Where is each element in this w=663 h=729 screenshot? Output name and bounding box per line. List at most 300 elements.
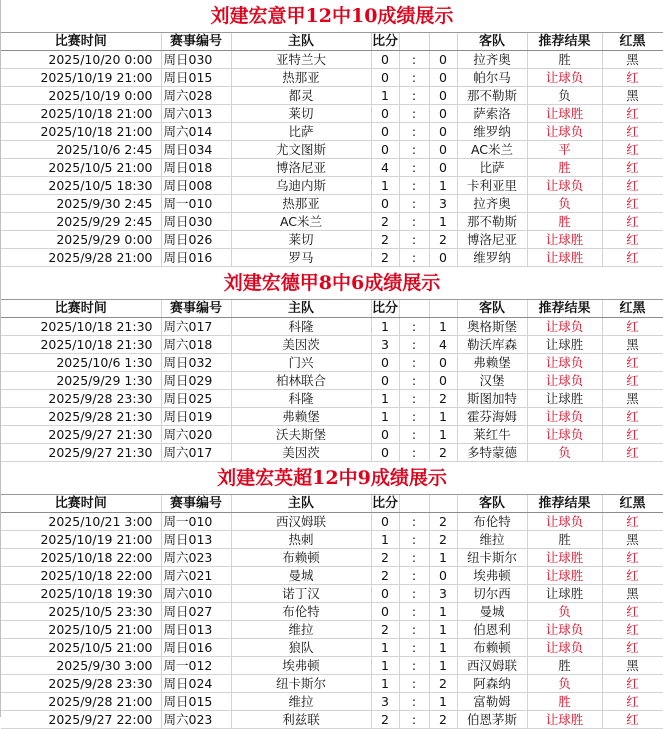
away-score-cell: 1 [429, 693, 457, 711]
match-code-cell: 周日030 [161, 51, 231, 69]
results-table-premier-league [1, 495, 663, 729]
home-score-cell: 1 [371, 639, 399, 657]
recommendation-cell: 让球负 [527, 123, 602, 141]
match-code-cell: 周六028 [161, 87, 231, 105]
score-separator: : [399, 141, 429, 159]
home-score-cell: 1 [371, 408, 399, 426]
away-team-cell: 布伦特 [457, 513, 527, 531]
recommendation-cell: 负 [527, 444, 602, 462]
away-score-cell: 3 [429, 585, 457, 603]
score-separator: : [399, 87, 429, 105]
away-team-cell: 卡利亚里 [457, 177, 527, 195]
away-team-cell: 奥格斯堡 [457, 318, 527, 336]
result-cell: 红 [602, 231, 663, 249]
recommendation-cell: 胜 [527, 531, 602, 549]
home-team-cell: 美因茨 [231, 444, 371, 462]
table-row [1, 105, 663, 123]
away-team-cell: 博洛尼亚 [457, 231, 527, 249]
home-score-cell: 2 [371, 213, 399, 231]
score-separator: : [399, 336, 429, 354]
match-time-cell: 2025/10/6 1:30 [1, 354, 161, 372]
score-separator: : [399, 603, 429, 621]
table-row [1, 675, 663, 693]
table-row [1, 249, 663, 267]
match-time-cell: 2025/10/19 0:00 [1, 87, 161, 105]
result-cell: 黑 [602, 51, 663, 69]
away-team-cell: AC米兰 [457, 141, 527, 159]
away-score-cell: 4 [429, 336, 457, 354]
table-row [1, 123, 663, 141]
away-score-cell: 2 [429, 513, 457, 531]
home-score-cell: 0 [371, 69, 399, 87]
header-score-away [429, 300, 457, 318]
match-time-cell: 2025/10/18 21:30 [1, 336, 161, 354]
away-score-cell: 2 [429, 390, 457, 408]
recommendation-cell: 让球负 [527, 426, 602, 444]
result-cell: 黑 [602, 657, 663, 675]
score-separator: : [399, 390, 429, 408]
home-score-cell: 0 [371, 51, 399, 69]
match-time-cell: 2025/10/5 21:00 [1, 639, 161, 657]
result-cell: 红 [602, 711, 663, 729]
away-team-cell: 阿森纳 [457, 675, 527, 693]
match-code-cell: 周日030 [161, 213, 231, 231]
home-score-cell: 0 [371, 585, 399, 603]
score-separator: : [399, 372, 429, 390]
table-row [1, 444, 663, 462]
score-separator: : [399, 426, 429, 444]
home-score-cell: 0 [371, 354, 399, 372]
home-team-cell: 沃夫斯堡 [231, 426, 371, 444]
away-score-cell: 1 [429, 408, 457, 426]
header-row [1, 300, 663, 318]
header-match-code: 赛事编号 [161, 300, 231, 318]
match-code-cell: 周六023 [161, 549, 231, 567]
result-cell: 红 [602, 372, 663, 390]
section-title-bundesliga: 刘建宏德甲8中6成绩展示 [1, 267, 663, 300]
table-row [1, 621, 663, 639]
score-separator: : [399, 51, 429, 69]
recommendation-cell: 胜 [527, 159, 602, 177]
home-score-cell: 1 [371, 675, 399, 693]
header-result: 红黑 [602, 33, 663, 51]
table-row [1, 549, 663, 567]
away-score-cell: 0 [429, 51, 457, 69]
home-team-cell: 布赖顿 [231, 549, 371, 567]
table-row [1, 69, 663, 87]
home-score-cell: 0 [371, 444, 399, 462]
result-cell: 红 [602, 177, 663, 195]
score-separator: : [399, 621, 429, 639]
match-code-cell: 周日026 [161, 231, 231, 249]
match-code-cell: 周日013 [161, 531, 231, 549]
away-team-cell: 斯图加特 [457, 390, 527, 408]
results-table-bundesliga [1, 300, 663, 462]
home-team-cell: 狼队 [231, 639, 371, 657]
away-team-cell: 萨索洛 [457, 105, 527, 123]
result-cell: 黑 [602, 531, 663, 549]
away-score-cell: 1 [429, 213, 457, 231]
result-cell: 红 [602, 354, 663, 372]
header-score: 比分 [371, 34, 398, 49]
away-score-cell: 1 [429, 426, 457, 444]
recommendation-cell: 让球负 [527, 69, 602, 87]
header-score-away [429, 33, 457, 51]
result-cell: 黑 [602, 87, 663, 105]
away-score-cell: 0 [429, 69, 457, 87]
recommendation-cell: 胜 [527, 51, 602, 69]
home-team-cell: 诺丁汉 [231, 585, 371, 603]
away-score-cell: 2 [429, 531, 457, 549]
score-separator: : [399, 711, 429, 729]
home-score-cell: 3 [371, 336, 399, 354]
match-code-cell: 周日008 [161, 177, 231, 195]
home-team-cell: 莱切 [231, 105, 371, 123]
home-team-cell: 乌迪内斯 [231, 177, 371, 195]
score-separator: : [399, 513, 429, 531]
home-score-cell: 2 [371, 711, 399, 729]
table-row [1, 513, 663, 531]
home-score-cell: 1 [371, 177, 399, 195]
match-time-cell: 2025/9/27 22:00 [1, 711, 161, 729]
home-score-cell: 2 [371, 249, 399, 267]
recommendation-cell: 让球负 [527, 639, 602, 657]
results-table-serie-a [1, 33, 663, 267]
result-cell: 红 [602, 639, 663, 657]
home-score-cell: 2 [371, 231, 399, 249]
away-score-cell: 0 [429, 372, 457, 390]
match-code-cell: 周日034 [161, 141, 231, 159]
score-separator: : [399, 195, 429, 213]
header-score-sep [399, 300, 429, 318]
table-row [1, 213, 663, 231]
score-separator: : [399, 105, 429, 123]
away-team-cell: 弗赖堡 [457, 354, 527, 372]
score-separator: : [399, 549, 429, 567]
away-score-cell: 0 [429, 249, 457, 267]
match-time-cell: 2025/10/20 0:00 [1, 51, 161, 69]
home-team-cell: 尤文图斯 [231, 141, 371, 159]
header-match-code: 赛事编号 [161, 495, 231, 513]
result-cell: 黑 [602, 585, 663, 603]
header-row [1, 495, 663, 513]
result-cell: 红 [602, 621, 663, 639]
match-time-cell: 2025/10/18 21:00 [1, 105, 161, 123]
away-score-cell: 1 [429, 177, 457, 195]
score-separator: : [399, 585, 429, 603]
away-team-cell: 伯恩茅斯 [457, 711, 527, 729]
match-code-cell: 周日027 [161, 603, 231, 621]
match-time-cell: 2025/10/5 21:00 [1, 621, 161, 639]
recommendation-cell: 负 [527, 675, 602, 693]
away-score-cell: 0 [429, 87, 457, 105]
match-code-cell: 周六020 [161, 426, 231, 444]
match-time-cell: 2025/10/18 21:30 [1, 318, 161, 336]
recommendation-cell: 胜 [527, 657, 602, 675]
away-score-cell: 2 [429, 444, 457, 462]
match-time-cell: 2025/9/30 3:00 [1, 657, 161, 675]
home-score-cell: 2 [371, 567, 399, 585]
match-time-cell: 2025/9/27 21:30 [1, 426, 161, 444]
recommendation-cell: 负 [527, 603, 602, 621]
away-team-cell: 西汉姆联 [457, 657, 527, 675]
home-team-cell: 维拉 [231, 621, 371, 639]
match-code-cell: 周日016 [161, 249, 231, 267]
match-time-cell: 2025/9/28 21:00 [1, 693, 161, 711]
away-team-cell: 莱红牛 [457, 426, 527, 444]
recommendation-cell: 让球胜 [527, 390, 602, 408]
match-code-cell: 周日013 [161, 621, 231, 639]
home-team-cell: 罗马 [231, 249, 371, 267]
recommendation-cell: 让球负 [527, 621, 602, 639]
recommendation-cell: 让球负 [527, 354, 602, 372]
away-team-cell: 伯恩利 [457, 621, 527, 639]
score-separator: : [399, 408, 429, 426]
score-separator: : [399, 444, 429, 462]
away-score-cell: 0 [429, 354, 457, 372]
away-score-cell: 0 [429, 123, 457, 141]
away-score-cell: 1 [429, 549, 457, 567]
match-time-cell: 2025/10/18 19:30 [1, 585, 161, 603]
header-away-team: 客队 [457, 33, 527, 51]
away-team-cell: 霍芬海姆 [457, 408, 527, 426]
match-time-cell: 2025/9/28 23:30 [1, 390, 161, 408]
table-row [1, 51, 663, 69]
header-score: 比分 [371, 496, 398, 511]
result-cell: 红 [602, 603, 663, 621]
home-score-cell: 0 [371, 513, 399, 531]
match-time-cell: 2025/10/19 21:00 [1, 69, 161, 87]
match-time-cell: 2025/9/27 21:30 [1, 444, 161, 462]
header-score-away [429, 495, 457, 513]
match-code-cell: 周日032 [161, 354, 231, 372]
recommendation-cell: 让球胜 [527, 336, 602, 354]
home-team-cell: 热那亚 [231, 69, 371, 87]
header-recommendation: 推荐结果 [527, 300, 602, 318]
table-row [1, 426, 663, 444]
result-cell: 红 [602, 123, 663, 141]
away-team-cell: 拉齐奥 [457, 51, 527, 69]
result-cell: 红 [602, 549, 663, 567]
home-team-cell: 比萨 [231, 123, 371, 141]
result-cell: 红 [602, 105, 663, 123]
home-score-cell: 4 [371, 159, 399, 177]
result-cell: 红 [602, 675, 663, 693]
away-score-cell: 3 [429, 195, 457, 213]
match-code-cell: 周六021 [161, 567, 231, 585]
away-team-cell: 维拉 [457, 531, 527, 549]
match-code-cell: 周一010 [161, 195, 231, 213]
section-title-premier-league: 刘建宏英超12中9成绩展示 [1, 462, 663, 495]
score-separator: : [399, 318, 429, 336]
match-time-cell: 2025/9/29 0:00 [1, 231, 161, 249]
score-separator: : [399, 69, 429, 87]
table-row [1, 372, 663, 390]
match-time-cell: 2025/9/29 1:30 [1, 372, 161, 390]
recommendation-cell: 让球负 [527, 177, 602, 195]
away-team-cell: 切尔西 [457, 585, 527, 603]
away-score-cell: 0 [429, 105, 457, 123]
result-cell: 红 [602, 513, 663, 531]
score-separator: : [399, 123, 429, 141]
away-score-cell: 1 [429, 639, 457, 657]
home-score-cell: 1 [371, 657, 399, 675]
recommendation-cell: 胜 [527, 693, 602, 711]
home-team-cell: 西汉姆联 [231, 513, 371, 531]
away-team-cell: 比萨 [457, 159, 527, 177]
home-team-cell: 埃弗顿 [231, 657, 371, 675]
away-team-cell: 布赖顿 [457, 639, 527, 657]
section-title-serie-a: 刘建宏意甲12中10成绩展示 [1, 0, 663, 33]
table-row [1, 711, 663, 729]
match-code-cell: 周六010 [161, 585, 231, 603]
recommendation-cell: 让球胜 [527, 567, 602, 585]
away-score-cell: 1 [429, 603, 457, 621]
away-team-cell: 维罗纳 [457, 249, 527, 267]
score-separator: : [399, 177, 429, 195]
table-row [1, 603, 663, 621]
table-row [1, 87, 663, 105]
away-team-cell: 勒沃库森 [457, 336, 527, 354]
match-code-cell: 周日024 [161, 675, 231, 693]
table-row [1, 354, 663, 372]
home-score-cell: 0 [371, 123, 399, 141]
match-time-cell: 2025/9/28 21:00 [1, 249, 161, 267]
header-match-time: 比赛时间 [1, 495, 161, 513]
home-team-cell: 门兴 [231, 354, 371, 372]
table-row [1, 567, 663, 585]
header-home-team: 主队 [231, 300, 371, 318]
header-score-sep [399, 33, 429, 51]
match-code-cell: 周日018 [161, 159, 231, 177]
recommendation-cell: 胜 [527, 213, 602, 231]
home-team-cell: 柏林联合 [231, 372, 371, 390]
away-score-cell: 0 [429, 567, 457, 585]
header-score: 比分 [371, 301, 398, 316]
header-recommendation: 推荐结果 [527, 33, 602, 51]
home-team-cell: 利兹联 [231, 711, 371, 729]
match-time-cell: 2025/9/29 2:45 [1, 213, 161, 231]
recommendation-cell: 让球胜 [527, 549, 602, 567]
home-team-cell: 弗赖堡 [231, 408, 371, 426]
header-home-team: 主队 [231, 495, 371, 513]
home-score-cell: 0 [371, 195, 399, 213]
away-score-cell: 2 [429, 711, 457, 729]
home-team-cell: 热那亚 [231, 195, 371, 213]
recommendation-cell: 让球负 [527, 513, 602, 531]
match-code-cell: 周六023 [161, 711, 231, 729]
result-cell: 黑 [602, 336, 663, 354]
match-code-cell: 周日029 [161, 372, 231, 390]
home-score-cell: 1 [371, 87, 399, 105]
header-match-time: 比赛时间 [1, 33, 161, 51]
table-row [1, 390, 663, 408]
match-time-cell: 2025/10/6 2:45 [1, 141, 161, 159]
result-cell: 黑 [602, 390, 663, 408]
away-score-cell: 0 [429, 159, 457, 177]
result-cell: 红 [602, 195, 663, 213]
header-row [1, 33, 663, 51]
match-code-cell: 周日015 [161, 693, 231, 711]
score-separator: : [399, 567, 429, 585]
home-score-cell: 3 [371, 693, 399, 711]
home-score-cell: 0 [371, 426, 399, 444]
recommendation-cell: 让球胜 [527, 585, 602, 603]
match-time-cell: 2025/10/18 22:00 [1, 549, 161, 567]
result-cell: 红 [602, 444, 663, 462]
home-team-cell: 莱切 [231, 231, 371, 249]
away-team-cell: 维罗纳 [457, 123, 527, 141]
home-team-cell: 维拉 [231, 693, 371, 711]
header-away-team: 客队 [457, 300, 527, 318]
header-match-time: 比赛时间 [1, 300, 161, 318]
away-team-cell: 那不勒斯 [457, 87, 527, 105]
recommendation-cell: 让球负 [527, 408, 602, 426]
away-team-cell: 汉堡 [457, 372, 527, 390]
score-separator: : [399, 159, 429, 177]
match-time-cell: 2025/10/18 21:00 [1, 123, 161, 141]
match-code-cell: 周六018 [161, 336, 231, 354]
match-time-cell: 2025/9/28 23:30 [1, 675, 161, 693]
result-cell: 红 [602, 213, 663, 231]
home-team-cell: 科隆 [231, 390, 371, 408]
home-score-cell: 0 [371, 105, 399, 123]
table-row [1, 141, 663, 159]
match-code-cell: 周日015 [161, 69, 231, 87]
home-score-cell: 1 [371, 390, 399, 408]
home-team-cell: 布伦特 [231, 603, 371, 621]
result-cell: 红 [602, 408, 663, 426]
home-team-cell: 博洛尼亚 [231, 159, 371, 177]
header-home-team: 主队 [231, 33, 371, 51]
match-code-cell: 周一010 [161, 513, 231, 531]
away-team-cell: 拉齐奥 [457, 195, 527, 213]
away-score-cell: 1 [429, 657, 457, 675]
score-separator: : [399, 531, 429, 549]
header-match-code: 赛事编号 [161, 33, 231, 51]
match-time-cell: 2025/9/28 21:30 [1, 408, 161, 426]
header-result: 红黑 [602, 300, 663, 318]
table-row [1, 693, 663, 711]
header-result: 红黑 [602, 495, 663, 513]
home-team-cell: AC米兰 [231, 213, 371, 231]
header-score-sep [399, 495, 429, 513]
recommendation-cell: 让球胜 [527, 105, 602, 123]
result-cell: 红 [602, 159, 663, 177]
table-row [1, 195, 663, 213]
away-score-cell: 2 [429, 675, 457, 693]
match-time-cell: 2025/10/5 23:30 [1, 603, 161, 621]
recommendation-cell: 让球胜 [527, 711, 602, 729]
score-separator: : [399, 213, 429, 231]
match-time-cell: 2025/10/19 21:00 [1, 531, 161, 549]
home-team-cell: 都灵 [231, 87, 371, 105]
away-team-cell: 多特蒙德 [457, 444, 527, 462]
away-team-cell: 帕尔马 [457, 69, 527, 87]
away-score-cell: 1 [429, 318, 457, 336]
result-cell: 红 [602, 693, 663, 711]
home-team-cell: 曼城 [231, 567, 371, 585]
home-score-cell: 2 [371, 621, 399, 639]
table-row [1, 159, 663, 177]
home-team-cell: 美因茨 [231, 336, 371, 354]
away-team-cell: 富勒姆 [457, 693, 527, 711]
away-team-cell: 纽卡斯尔 [457, 549, 527, 567]
table-row [1, 657, 663, 675]
match-time-cell: 2025/10/18 22:00 [1, 567, 161, 585]
result-cell: 红 [602, 318, 663, 336]
score-separator: : [399, 249, 429, 267]
